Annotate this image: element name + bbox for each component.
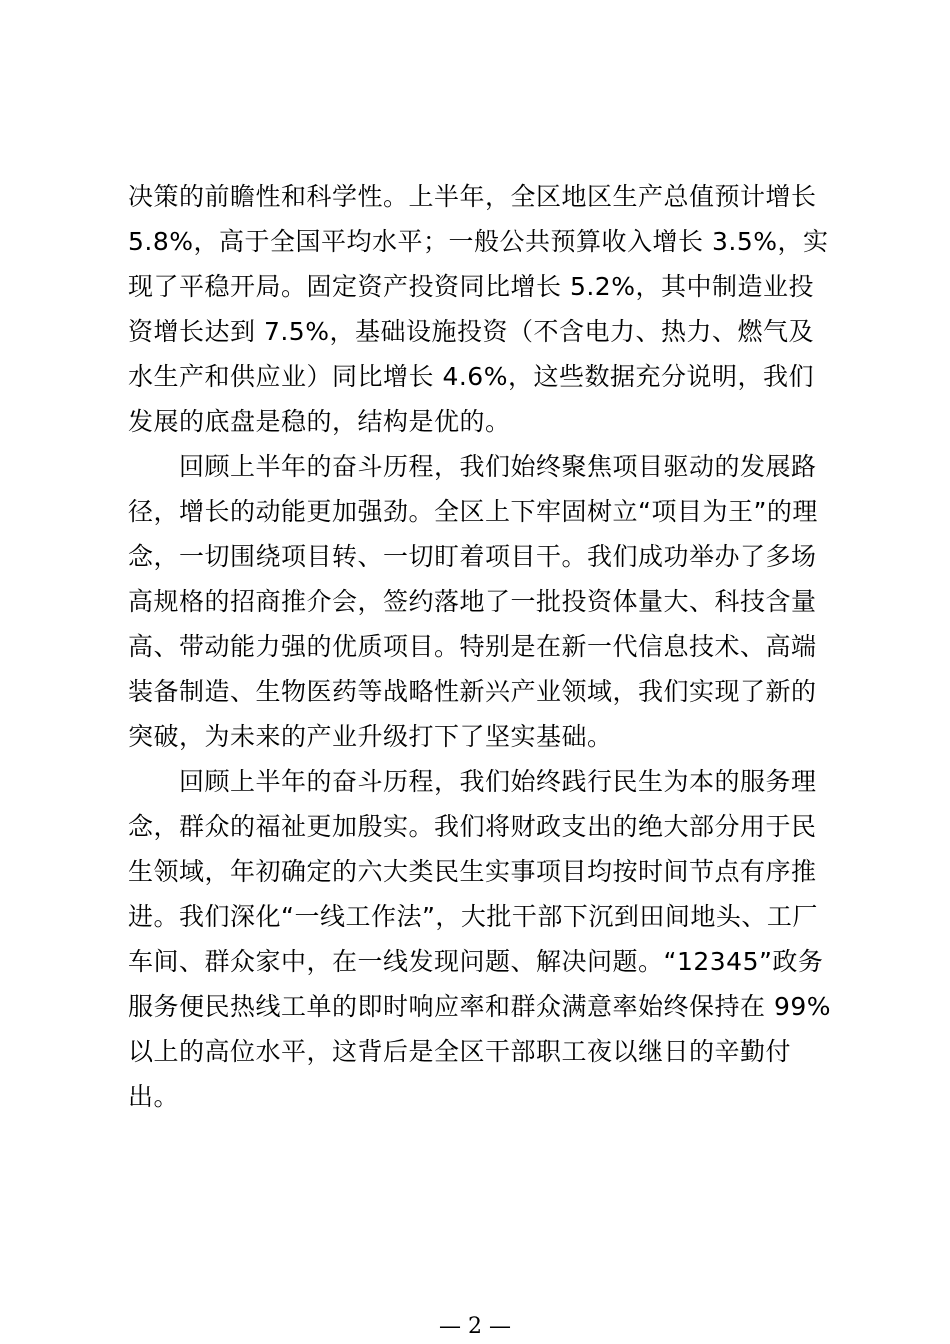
text-line: 生领域，年初确定的六大类民生实事项目均按时间节点有序推 [128, 857, 817, 886]
page-number: — 2 — [439, 1314, 511, 1339]
text-line: 出。 [128, 1082, 180, 1111]
text-line: 发展的底盘是稳的，结构是优的。 [128, 407, 511, 436]
text-line: 回顾上半年的奋斗历程，我们始终聚焦项目驱动的发展路 [128, 452, 817, 481]
text-line: 高、带动能力强的优质项目。特别是在新一代信息技术、高端 [128, 632, 817, 661]
text-line: 决策的前瞻性和科学性。上半年，全区地区生产总值预计增长 [128, 182, 817, 211]
text-line: 装备制造、生物医药等战略性新兴产业领域，我们实现了新的 [128, 677, 817, 706]
text-line: 服务便民热线工单的即时响应率和群众满意率始终保持在 99% [128, 992, 832, 1021]
paragraph-1 [128, 174, 828, 444]
paragraph-2 [128, 444, 828, 759]
text-line: 径，增长的动能更加强劲。全区上下牢固树立“项目为王”的理 [128, 497, 818, 526]
text-line: 念，群众的福祉更加殷实。我们将财政支出的绝大部分用于民 [128, 812, 817, 841]
paragraph-3 [128, 759, 832, 1119]
text-line: 回顾上半年的奋斗历程，我们始终践行民生为本的服务理 [128, 767, 817, 796]
text-line: 念，一切围绕项目转、一切盯着项目干。我们成功举办了多场 [128, 542, 817, 571]
text-line: 突破，为未来的产业升级打下了坚实基础。 [128, 722, 613, 751]
text-line: 资增长达到 7.5%，基础设施投资（不含电力、热力、燃气及 [128, 317, 814, 346]
body-text [128, 174, 832, 1119]
text-line: 车间、群众家中，在一线发现问题、解决问题。“12345”政务 [128, 947, 824, 976]
text-line: 高规格的招商推介会，签约落地了一批投资体量大、科技含量 [128, 587, 817, 616]
text-line: 进。我们深化“一线工作法”，大批干部下沉到田间地头、工厂 [128, 902, 818, 931]
text-line: 以上的高位水平，这背后是全区干部职工夜以继日的辛勤付 [128, 1037, 792, 1066]
text-line: 5.8%，高于全国平均水平；一般公共预算收入增长 3.5%，实 [128, 227, 829, 256]
text-line: 水生产和供应业）同比增长 4.6%，这些数据充分说明，我们 [128, 362, 814, 391]
text-line: 现了平稳开局。固定资产投资同比增长 5.2%，其中制造业投 [128, 272, 814, 301]
